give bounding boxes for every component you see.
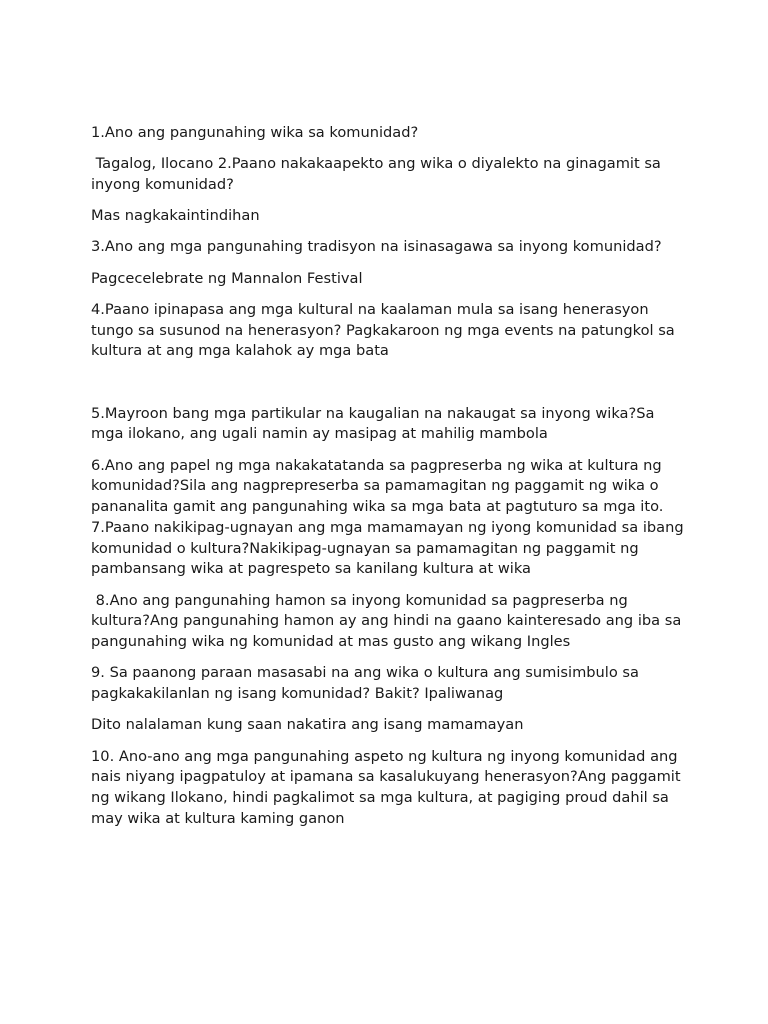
- answer-3: Pagcecelebrate ng Mannalon Festival: [91, 269, 363, 287]
- blank-gap: [91, 373, 691, 404]
- answer-2: Mas nagkakaintindihan: [91, 207, 260, 225]
- question-answer-6-7: 6.Ano ang papel ng mga nakakatatanda sa pagpreserba ng wika at kultura ng komunidad?Sila ang nagprepreserba sa pamamagitan ng paggamit ng wika o pananalita gamit ang pangunahing wika sa mga bata at pagtuturo sa mga ito. 7.Paano nakikipag-ugnayan ang mga mamamayan ng iyong komunidad sa ibang komunidad o kultura?Nakikipag-ugnayan sa pamamagitan ng paggamit ng pambansang wika at pagrespeto sa kanilang kultura at wika: [91, 456, 689, 578]
- answer-9: Dito nalalaman kung saan nakatira ang isang mamamayan: [91, 716, 524, 734]
- question-9: 9. Sa paanong paraan masasabi na ang wika o kultura ang sumisimbulo sa pagkakakilanlan ng isang komunidad? Bakit? Ipaliwanag: [91, 664, 644, 703]
- document-body: [91, 123, 691, 840]
- question-answer-5: 5.Mayroon bang mga partikular na kaugalian na nakaugat sa inyong wika?Sa mga ilokano, ang ugali namin ay masipag at mahilig mambola: [91, 404, 660, 443]
- answer-1-question-2: Tagalog, Ilocano 2.Paano nakakaapekto ang wika o diyalekto na ginagamit sa inyong komunidad?: [91, 155, 666, 193]
- question-answer-4: 4.Paano ipinapasa ang mga kultural na kaalaman mula sa isang henerasyon tungo sa susunod na henerasyon? Pagkakaroon ng mga events na patungkol sa kultura at ang mga kalahok ay mga bata: [91, 300, 680, 360]
- question-3: 3.Ano ang mga pangunahing tradisyon na isinasagawa sa inyong komunidad?: [91, 238, 662, 256]
- question-answer-10: 10. Ano-ano ang mga pangunahing aspeto ng kultura ng inyong komunidad ang nais niyang ipagpatuloy at ipamana sa kasalukuyang henerasyon?Ang paggamit ng wikang Ilokano, hindi pagkalimot sa mga kultura, at pagiging proud dahil sa may wika at kultura kaming ganon: [91, 747, 686, 828]
- question-1: 1.Ano ang pangunahing wika sa komunidad?: [91, 124, 419, 141]
- question-answer-8: 8.Ano ang pangunahing hamon sa inyong komunidad sa pagpreserba ng kultura?Ang pangunahing hamon ay ang hindi na gaano kainteresado ang iba sa pangunahing wika ng komunidad at mas gusto ang wikang Ingles: [91, 591, 686, 651]
